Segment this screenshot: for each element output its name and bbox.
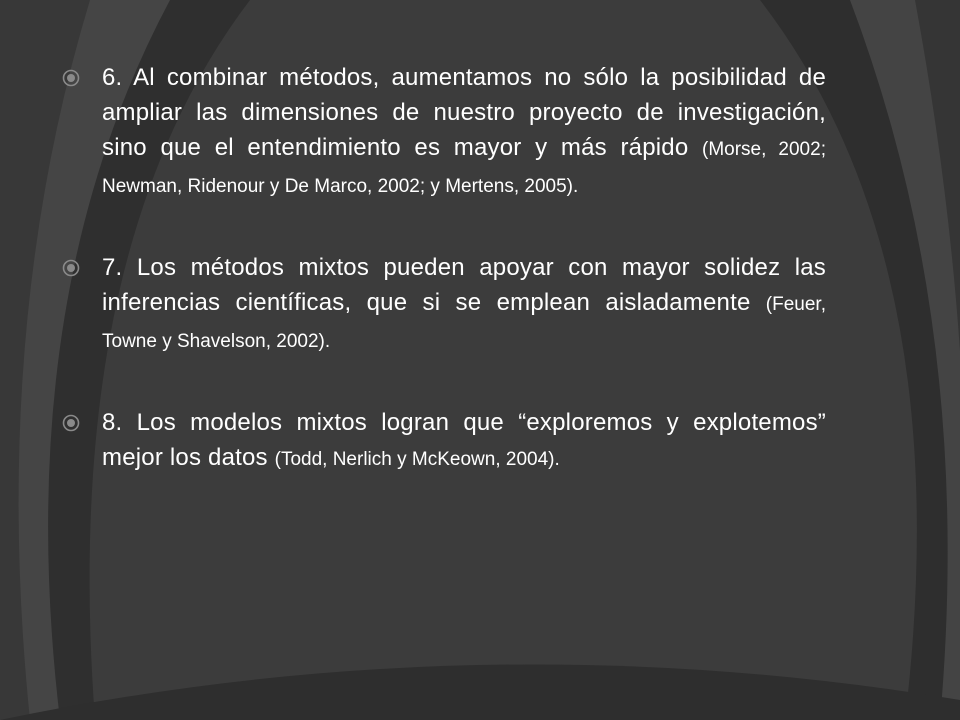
bullet-citation: (Feuer, Towne y Shavelson, 2002). <box>102 294 826 352</box>
bullet-citation: (Todd, Nerlich y McKeown, 2004). <box>274 449 560 470</box>
circle-bullet-icon <box>62 69 80 87</box>
bullet-item-8 <box>62 405 826 477</box>
bullet-item-7 <box>62 250 826 359</box>
bullet-item-6 <box>62 60 826 204</box>
circle-bullet-icon <box>62 259 80 277</box>
bullet-text: 8. Los modelos mixtos logran que “exploremos y explotemos” mejor los datos <box>102 409 826 471</box>
circle-bullet-icon <box>62 414 80 432</box>
bullet-citation: (Morse, 2002; Newman, Ridenour y De Marco, 2002; y Mertens, 2005). <box>102 139 826 197</box>
bullet-text: 7. Los métodos mixtos pueden apoyar con mayor solidez las inferencias científicas, que si se emplean aisladamente <box>102 254 826 316</box>
bullet-list <box>62 60 826 477</box>
arc-bottom <box>0 664 960 720</box>
bullet-text: 6. Al combinar métodos, aumentamos no sólo la posibilidad de ampliar las dimensiones de nuestro proyecto de investigación, sino que el entendimiento es mayor y más rápido <box>102 64 826 161</box>
